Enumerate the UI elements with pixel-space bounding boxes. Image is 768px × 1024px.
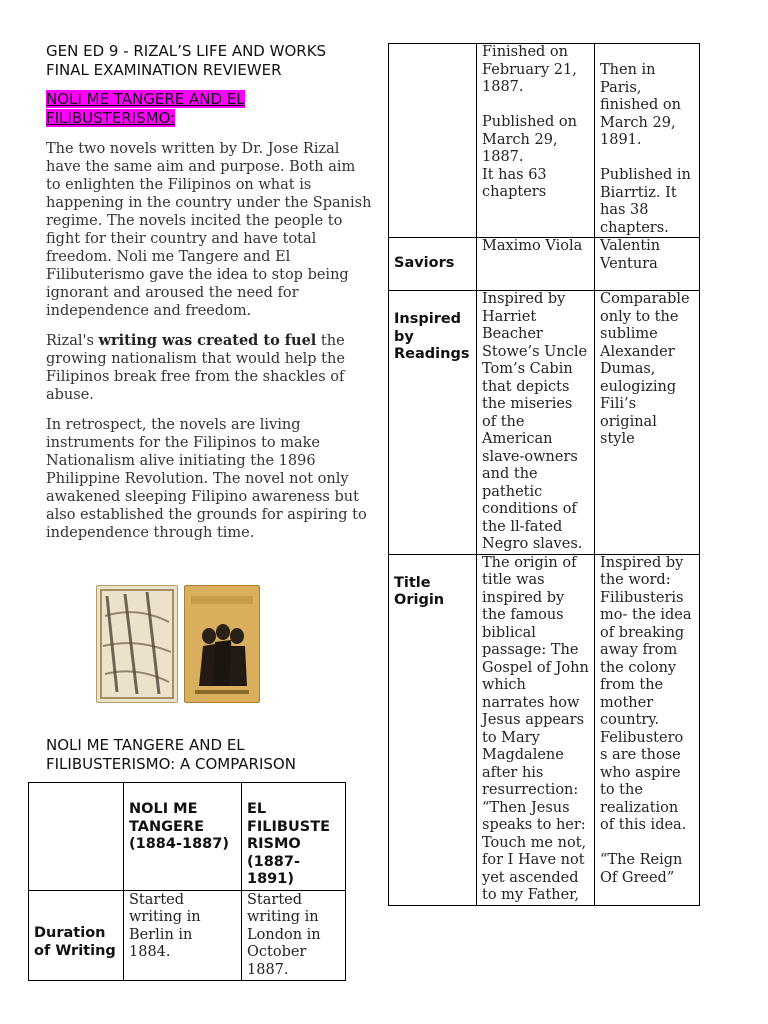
paragraph-2-start: Rizal's (46, 333, 99, 349)
duration-noli-cell: Started writing in Berlin in 1884. (124, 890, 242, 981)
table-row (389, 554, 700, 905)
paragraph-3: In retrospect, the novels are living instruments for the Filipinos to make Nationalism alive initiating the 1896 Philippine Revolution. The novel not only awakened sleeping Filipino awareness but also established the grounds for aspiring to independence through time. (46, 417, 367, 541)
title-line-1: GEN ED 9 - RIZAL’S LIFE AND WORKS (46, 42, 327, 60)
duration-continued-label-cell (389, 44, 477, 238)
paragraph-2 (46, 332, 372, 404)
table-row (389, 238, 700, 291)
inspired-label-cell: Inspired by Readings (389, 291, 477, 555)
fili-header-cell: EL FILIBUSTE RISMO (1887- 1891) (242, 783, 346, 891)
paragraph-2-end: the growing nationalism that would help the Filipinos break free from the shackles of abuse. (46, 333, 345, 403)
table-row (29, 890, 346, 981)
comparison-table-continued (388, 43, 700, 906)
saviors-label-cell: Saviors (389, 238, 477, 291)
inspired-noli-cell: Inspired by Harriet Beacher Stowe’s Uncle Tom’s Cabin that depicts the miseries of the American slave-owners and the pathetic conditions of the ll-fated Negro slaves. (477, 291, 595, 555)
inspired-fili-cell: Comparable only to the sublime Alexander Dumas, eulogizing Fili’s original style (595, 291, 700, 555)
empty-header-cell (29, 783, 124, 891)
duration-label-cell: Duration of Writing (29, 890, 124, 981)
section-heading-line-2: FILIBUSTERISMO: (46, 109, 176, 127)
saviors-noli-cell: Maximo Viola (477, 238, 595, 291)
fili-finished-text: Then in Paris, finished on March 29, 1891. (600, 62, 681, 148)
duration-noli-continued-cell (477, 44, 595, 238)
noli-published-text: Published on March 29, 1887. (482, 114, 577, 165)
left-column (46, 42, 372, 542)
table-row (389, 44, 700, 238)
table-header-row (29, 783, 346, 891)
filibusterismo-book-cover-image (184, 585, 260, 703)
title-line-2: FINAL EXAMINATION REVIEWER (46, 61, 282, 79)
comparison-heading (46, 736, 366, 774)
title-origin-fili-cell (595, 554, 700, 905)
section-heading (46, 90, 372, 128)
title-origin-fili-quote: “The Reign Of Greed” (600, 852, 683, 886)
saviors-fili-cell: Valentin Ventura (595, 238, 700, 291)
comparison-table (28, 782, 346, 981)
title-origin-noli-cell: The origin of title was inspired by the famous biblical passage: The Gospel of John which narrates how Jesus appears to Mary Magdalene after his resurrection: “Then Jesus speaks to her: Touch me not, for I Have not yet ascended to my Father, (477, 554, 595, 905)
book-covers-image (96, 585, 266, 703)
comparison-heading-line-2: FILIBUSTERISMO: A COMPARISON (46, 755, 296, 773)
noli-finished-text: Finished on February 21, 1887. (482, 44, 577, 95)
duration-fili-cell: Started writing in London in October 1887. (242, 890, 346, 981)
section-heading-line-1: NOLI ME TANGERE AND EL (46, 90, 245, 108)
noli-header-cell: NOLI ME TANGERE (1884-1887) (124, 783, 242, 891)
paragraph-1: The two novels written by Dr. Jose Rizal have the same aim and purpose. Both aim to enlighten the Filipinos on what is happening in the country under the Spanish regime. The novels incited the people to fight for their country and have total freedom. Noli me Tangere and El Filibuterismo gave the idea to stop being ignorant and aroused the need for independence and freedom. (46, 141, 372, 319)
table-row (389, 291, 700, 555)
noli-chapters-text: It has 63 chapters (482, 166, 547, 200)
fili-published-text: Published in Biarrtiz. It has 38 chapters. (600, 167, 691, 236)
title-origin-fili-text: Inspired by the word: Filibusteris mo- the idea of breaking away from the colony from the mother country. Felibustero s are those who aspire to the realization of this idea. (600, 554, 692, 833)
paragraph-2-bold: writing was created to fuel (98, 332, 317, 349)
document-title (46, 42, 372, 80)
comparison-heading-line-1: NOLI ME TANGERE AND EL (46, 736, 245, 754)
noli-book-cover-image (96, 585, 178, 703)
duration-fili-continued-cell (595, 44, 700, 238)
title-origin-label-cell: Title Origin (389, 554, 477, 905)
